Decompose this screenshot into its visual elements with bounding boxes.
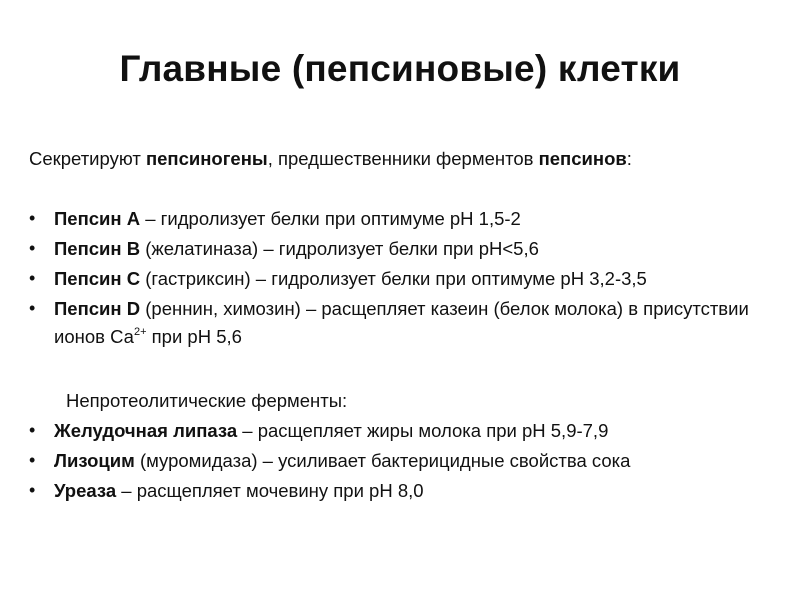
list-item-pepsin-c: [0, 266, 800, 291]
list-item-lysozyme: [0, 448, 800, 473]
list-item-pepsin-b: [0, 236, 800, 261]
enzyme-name: Уреаза: [54, 480, 117, 501]
intro-bold-pepsinogens: пепсиногены: [145, 148, 268, 169]
enzyme-name: Лизоцим: [54, 450, 135, 471]
slide-title: Главные (пепсиновые) клетки: [119, 48, 681, 89]
enzyme-name: Пепсин С: [54, 268, 141, 289]
enzyme-description: (желатиназа) – гидролизует белки при рН<5,6: [140, 238, 539, 259]
bullet-icon: •: [29, 208, 36, 228]
enzyme-name: Пепсин А: [54, 208, 141, 229]
intro-text-3: :: [626, 148, 632, 169]
enzyme-description: (реннин, химозин) – расщепляет казеин (белок молока) в присутствии ионов Са: [54, 298, 749, 348]
enzyme-name: Желудочная липаза: [54, 420, 238, 441]
enzyme-description: – расщепляет мочевину при рН 8,0: [116, 480, 424, 501]
enzyme-name: Пепсин D: [54, 298, 141, 319]
list-item-pepsin-d: [0, 296, 800, 349]
enzyme-name: Пепсин В: [54, 238, 141, 259]
enzyme-description: (гастриксин) – гидролизует белки при оптимуме рН 3,2-3,5: [140, 268, 647, 289]
bullet-icon: •: [29, 238, 36, 258]
list-item-pepsin-a: [0, 206, 800, 231]
bullet-icon: •: [29, 268, 36, 288]
pepsin-list: [0, 206, 800, 354]
intro-bold-pepsins: пепсинов: [538, 148, 627, 169]
intro-text-1: Секретируют: [29, 148, 146, 169]
enzyme-description: (муромидаза) – усиливает бактерицидные свойства сока: [134, 450, 631, 471]
list-item-urease: [0, 478, 800, 503]
other-enzymes-list: [0, 418, 800, 508]
intro-paragraph: [29, 148, 632, 170]
enzyme-description: – расщепляет жиры молока при рН 5,9-7,9: [237, 420, 609, 441]
bullet-icon: •: [29, 450, 36, 470]
non-proteolytic-heading: Непротеолитические ферменты:: [66, 390, 348, 411]
enzyme-description: – гидролизует белки при оптимуме рН 1,5-2: [140, 208, 521, 229]
enzyme-description-tail: при рН 5,6: [146, 326, 242, 348]
list-item-gastric-lipase: [0, 418, 800, 443]
bullet-icon: •: [29, 420, 36, 440]
bullet-icon: •: [29, 480, 36, 500]
intro-text-2: , предшественники ферментов: [267, 148, 539, 169]
calcium-charge: 2+: [133, 326, 147, 338]
bullet-icon: •: [29, 298, 36, 318]
